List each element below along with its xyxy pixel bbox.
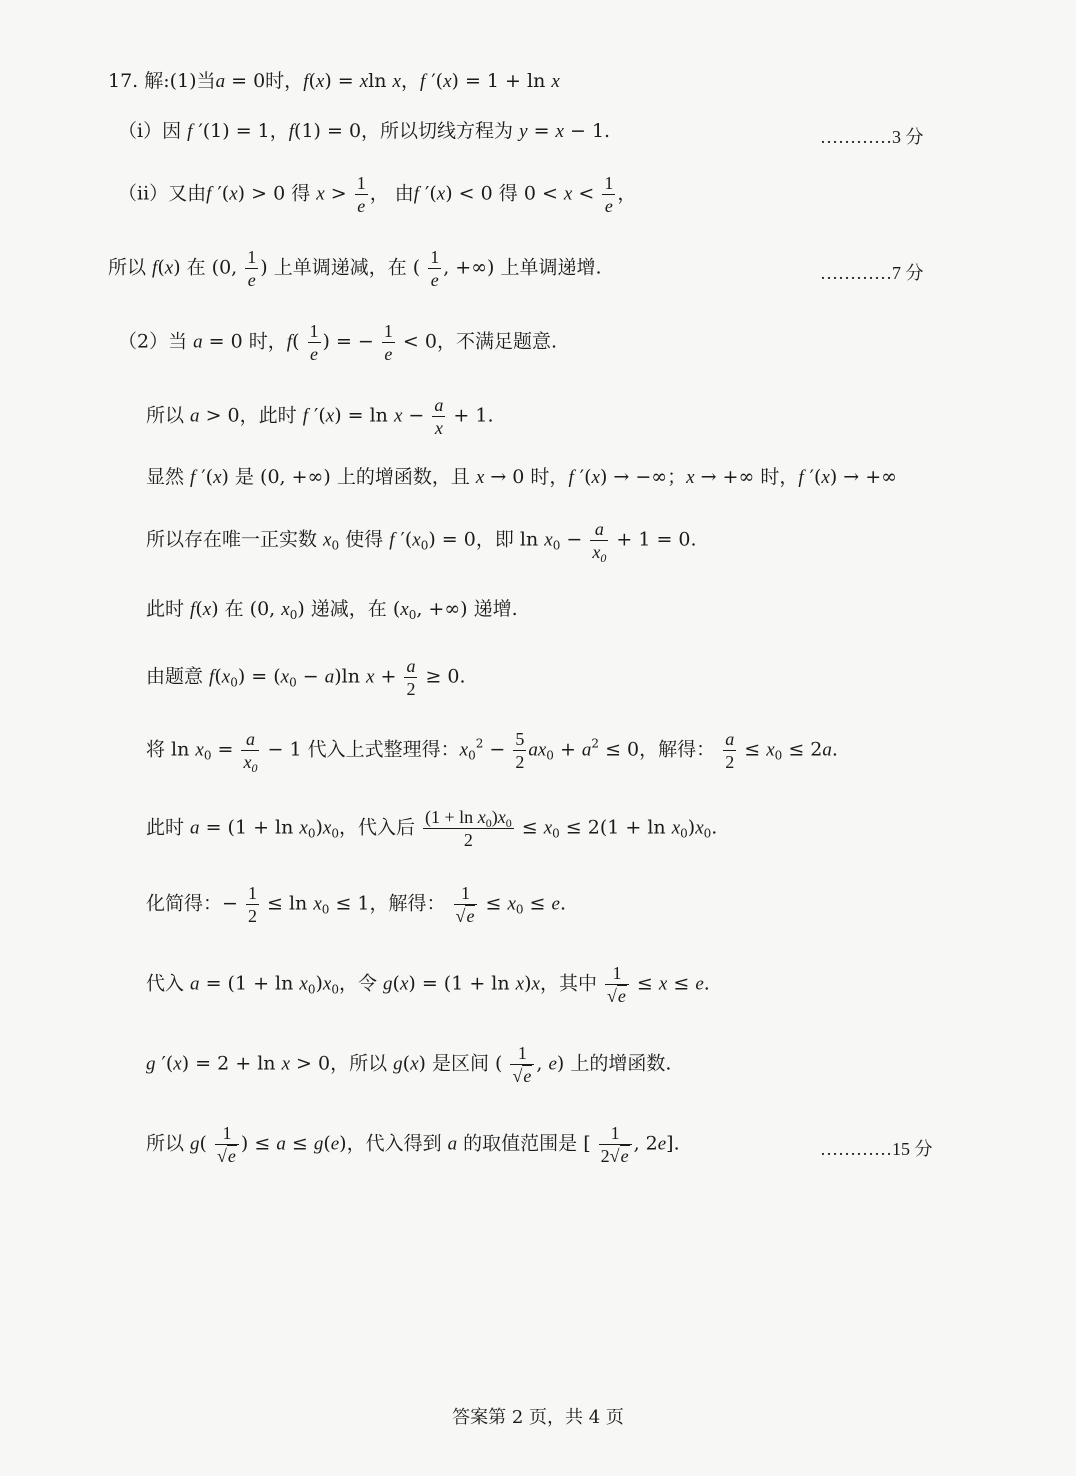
fraction: $\frac{1}{2√e}$ [599,1124,632,1165]
fraction: $\frac{1}{√e}$ [510,1044,534,1085]
fraction: $\frac{1}{e}$ [247,247,257,290]
fraction: $\frac{a}{x_0}$ [243,729,258,775]
line-12: 此时 $a = (1 + \ln x_0)x_0$，代入后 $\frac{(1 + \ln x_0)x_0}{2}$ ≤ $x_0 \le 2(1 + \ln x_0)x_0$. [146,807,718,850]
line-4: 所以 f(x) 在 (0, $\frac{1}{e}$ ) 上单调递减，在 ( $\frac{1}{e}$ , +∞) 上单调递增. [108,247,602,290]
line-10: 由题意 $f(x_0) = (x_0 - a)\ln$ x + $\frac{a}{2}$ ≥ 0. [146,656,466,699]
fraction: $\frac{1}{2}$ [247,883,257,926]
fraction: $\frac{(1 + \ln x_0)x_0}{2}$ [425,807,512,850]
score-3: …………3 分 [820,127,924,147]
line-6: 所以 a > 0，此时 f ′(x) = ln x − $\frac{a}{x}$ + 1. [146,395,494,438]
line-7: 显然 f ′(x) 是 (0, +∞) 上的增函数，且 x → 0 时，f ′(x) → −∞；x → +∞ 时，f ′(x) → +∞ [146,466,898,488]
line-8: 所以存在唯一正实数 $x_0$ 使得 f $'(x_0) = 0$，即 $\ln x_0$ − $\frac{a}{x_0}$ + 1 = 0. [146,519,697,565]
fraction: $\frac{1}{√e}$ [215,1124,239,1165]
fraction: $\frac{1}{e}$ [309,321,319,364]
line-14: 代入 $a = (1 + \ln x_0)x_0$，令 g(x) = (1 + ln x)x，其中 $\frac{1}{√e}$ ≤ x ≤ e. [146,963,710,1006]
line-3: （ii）又由f ′(x) > 0 得 x > $\frac{1}{e}$ ， 由f ′(x) < 0 得 0 < x < $\frac{1}{e}$ ， [118,173,637,216]
fraction: $\frac{a}{x}$ [434,395,444,438]
fraction: $\frac{a}{2}$ [406,656,416,699]
page-footer: 答案第 2 页，共 4 页 [452,1407,624,1428]
fraction: $\frac{1}{e}$ [430,247,440,290]
problem-number: 17. [108,70,139,92]
line-11: 将 $\ln x_0$ = $\frac{a}{x_0}$ − 1 代入上式整理得：$x_0^2$ − $\frac{5}{2}$ $ax_0 + a^2 \le 0$，解得： $\frac{a}{2}$ ≤ $x_0 \le 2a$. [146,729,838,775]
fraction: $\frac{5}{2}$ [515,729,525,772]
fraction: $\frac{a}{2}$ [725,729,735,772]
line-5: （2）当 a = 0 时，f( $\frac{1}{e}$ ) = − $\frac{1}{e}$ < 0，不满足题意. [118,321,558,364]
line-2: （i）因 f ′(1) = 1，f(1) = 0，所以切线方程为 y = x − 1. [118,120,611,142]
line-1-math: 解:(1)当a = 0时，f(x) = xln x，f ′(x) = 1 + ln x [144,70,560,92]
line-1 [108,72,560,91]
score-7: …………7 分 [820,263,924,283]
fraction: $\frac{1}{e}$ [383,321,393,364]
fraction: $\frac{1}{√e}$ [454,884,478,925]
line-13: 化简得：− $\frac{1}{2}$ ≤ $\ln x_0 \le 1$，解得： $\frac{1}{√e}$ ≤ $x_0 \le e$. [146,883,566,926]
line-9: 此时 f(x) 在 (0, $x_0$) 递减，在 ($x_0$, +∞) 递增. [146,598,518,622]
score-15: …………15 分 [820,1139,933,1159]
fraction: $\frac{1}{e}$ [356,173,366,216]
fraction: $\frac{1}{√e}$ [605,964,629,1005]
fraction: $\frac{a}{x_0}$ [592,519,607,565]
line-16: 所以 g( $\frac{1}{√e}$ ) ≤ a ≤ g(e)，代入得到 a 的取值范围是 [ $\frac{1}{2√e}$ , 2e]. [146,1123,680,1166]
line-15: g ′(x) = 2 + ln x > 0，所以 g(x) 是区间 ( $\frac{1}{√e}$ , e) 上的增函数. [146,1043,672,1086]
fraction: $\frac{1}{e}$ [604,173,614,216]
